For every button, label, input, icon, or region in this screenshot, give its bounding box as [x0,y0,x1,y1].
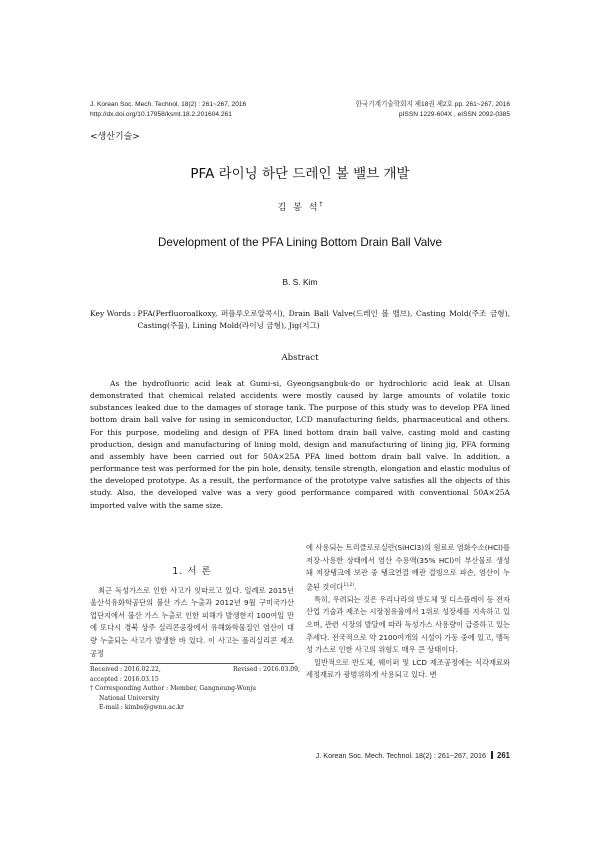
footer-divider-bar [491,751,493,759]
body-column-right [306,542,510,682]
author-email[interactable]: E-mail : kimbs@gwnu.ac.kr [99,704,184,712]
keywords-label: Key Words [90,309,131,318]
section-heading-introduction: 1. 서 론 [172,566,212,577]
keywords-block [90,308,510,332]
intro-paragraph-1: 최근 독성가스로 인한 사고가 잇따르고 있다. 일례로 2015년 울산석유화학공단의 불산 가스 누출과 2012년 9월 구미국가산업단지에서 불산 가스 누출로 인한 피해가 발생한지 100여일 만에 또다시 경북 상주 실리콘공장에서 유해화학물질인 염산이 대량 누출되는 사고가 발생한 바 있다. 이 사고는 폴리실리콘 제조 공정 [90,585,294,658]
paper-title-english: Development of the PFA Lining Bottom Drain Ball Valve [158,236,442,249]
intro-paragraph-2: 특히, 우려되는 것은 우리나라의 반도체 및 디스플레이 등 전자산업 기술과 제조는 시장점유율에서 1위로 성장세를 지속하고 있으며, 관련 시장의 발달에 따라 독성가스 사용량이 급증하고 있는 추세다. 전국적으로 약 2100여개의 시설이 가동 중에 있고, 맹독성 가스로 인한 사고의 위험도 매우 큰 상태이다. [306,594,510,655]
page-footer [316,751,510,760]
intro-paragraph-3: 일반적으로 반도체, 웨이퍼 및 LCD 제조공정에는 식각재료와 세정재료가 광범위하게 사용되고 있다. 변 [306,657,510,680]
abstract-heading: Abstract [281,353,319,363]
author-korean [0,200,600,213]
journal-header-right [356,100,511,119]
issn-line: pISSN 1229-604X , eISSN 2092-0385 [398,110,510,118]
abstract-text: As the hydrofluoric acid leak at Gumi-si, Gyeongsangbuk-do or hydrochloric acid leak at Ulsan demonstrated that chemical related accidents were mostly caused by large amounts of volatile toxic substances leaked due to the damages of storage tank. The purpose of this study was to develop PFA lined bottom drain ball valve for using in semiconductor, LCD manufacturing fields, pharmaceutical and others. For this purpose, modeling and design of PFA lined bottom drain ball valve, casting mold and casting production, design and manufacturing of lining mold, design and manufacturing of lining jig, PFA forming and assembly have been carried out for 50A×25A PFA lined bottom drain ball valve. In addition, a performance test was performed for the pin hole, density, tensile strength, elongation and elastic modulus of the developed prototype. As a result, the performance of the prototype valve satisfies all the objects of this study. Also, the developed valve was a very good performance compared with conventional 50A×25A imported valve with the same size. [90,379,510,510]
page-number: 261 [496,751,510,760]
keywords-separator: : [132,309,136,318]
author-korean-name: 김 봉 석 [277,203,320,213]
received-date: Received : 2016.02.22, [90,666,161,673]
citation-ref: 1),2) [343,582,354,588]
doi-link[interactable]: http://dx.doi.org/10.17958/ksmt.18.2.201604.261 [90,110,232,118]
footer-citation: J. Korean Soc. Mech. Technol. 18(2) : 261~267, 2016 [315,751,486,760]
journal-header-left [90,100,246,119]
footnote-divider [90,663,294,664]
corresponding-author: † Corresponding Author : Member, Gangneung-Wonju [90,685,257,693]
section-category: <생산기술> [90,132,140,142]
journal-citation-korean: 한국기계기술학회지 제18권 제2호 pp. 261~267, 2016 [355,101,510,108]
intro-paragraph-1-continued: 에 사용되는 트리클로로실란(SiHCl3)의 원료로 염화수소(HCl)를 저장·사용한 상태에서 염산 수용액(35% HCl)이 부산물로 생성돼 저장탱크에 보관 중 탱크연결 배관 결빙으로 파손, 염산이 누출된 것이다$^{1),2)}$. [306,543,510,592]
body-column-left [90,566,294,660]
author-english: B. S. Kim [282,277,318,287]
intro-paragraph-1-continued-text: 에 사용되는 트리클로로실란(SiHCl3)의 원료로 염화수소(HCl)를 저장·사용한 상태에서 염산 수용액(35% HCl)이 부산물로 생성돼 저장탱크에 보관 중 탱크연결 배관 결빙으로 파손, 염산이 누출된 것이다 [306,543,510,592]
revised-date: Revised : 2016.03.09, [233,666,300,673]
corresponding-mark: † [319,201,323,208]
journal-citation: J. Korean Soc. Mech. Technol. 18(2) : 261~267, 2016 [90,101,247,108]
paper-title-korean: PFA 라이닝 하단 드레인 볼 밸브 개발 [190,166,410,182]
footnote [90,665,300,713]
accepted-date: accepted : 2016.03.15 [90,675,159,683]
keywords-text: PFA(Perfluoroalkoxy, 퍼플루오로알콕시), Drain Ball Valve(드레인 볼 밸브), Casting Mold(주조 금형), Casting(주물), Lining Mold(라이닝 금형), Jig(지그) [137,309,510,330]
author-affiliation: National University [99,694,160,702]
